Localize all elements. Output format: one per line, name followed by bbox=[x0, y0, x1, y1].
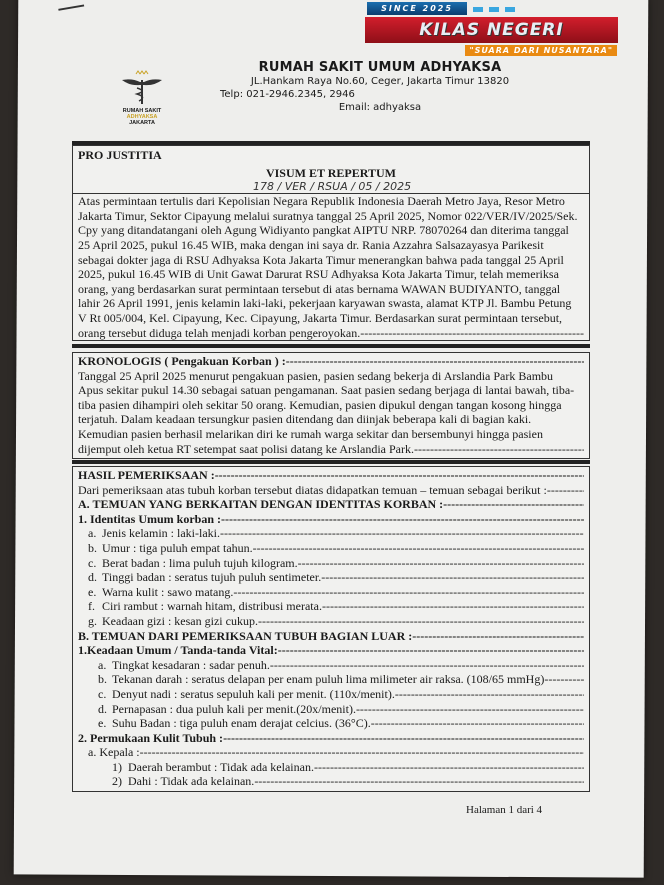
line-text: orang tersebut diduga telah menjadi korban pengeroyokan. bbox=[78, 325, 361, 340]
hasil-title: HASIL PEMERIKSAAN : bbox=[78, 468, 215, 482]
pen-mark bbox=[58, 4, 84, 10]
line-text: dijemput oleh ketua RT setempat saat polisi datang ke Arslandia Park. bbox=[78, 441, 414, 456]
item-value: Tinggi badan : seratus tujuh puluh sentimeter. bbox=[102, 570, 322, 585]
text-line bbox=[78, 427, 584, 442]
divider bbox=[72, 344, 590, 348]
text-line bbox=[78, 398, 584, 413]
item-label: g. bbox=[88, 613, 97, 628]
item-label: c. bbox=[98, 686, 107, 701]
line-text: Jakarta Timur, Sektor Cipayung melalui suratnya tanggal 25 April 2025, Nomor 022/VER/IV/2025/Sek. bbox=[78, 208, 578, 223]
line-text: orang, yang berdasarkan surat permintaan tersebut di atas bernama WAWAN BUDIYANTO, tanggal bbox=[78, 281, 561, 296]
item-value: Daerah berambut : Tidak ada kelainan. bbox=[128, 759, 314, 774]
watermark-since: SINCE 2025 bbox=[367, 2, 467, 15]
vital-heading: 1.Keadaan Umum / Tanda-tanda Vital: bbox=[78, 643, 278, 658]
list-item bbox=[78, 614, 584, 629]
divider bbox=[72, 460, 590, 464]
item-value: Berat badan : lima puluh tujuh kilogram. bbox=[102, 555, 298, 570]
item-label: a. bbox=[98, 657, 107, 672]
line-text: 2025, pukul 16.45 WIB di Unit Gawat Darurat RSU Adhyaksa Kota Jakarta Timur, telah memeriksa bbox=[78, 267, 559, 282]
watermark-brand: KILAS NEGERI bbox=[365, 17, 618, 43]
list-item bbox=[78, 672, 584, 687]
line-text: 25 April 2025, pukul 16.45 WIB, maka dengan ini saya dr. Rania Azzahra Salsazayasya Parikesit bbox=[78, 237, 544, 252]
caduceus-emblem-icon bbox=[120, 70, 164, 106]
line-text: tiba pasien dihampiri oleh sekitar 50 orang. Kemudian, pasien dipukul dengan tangan kosong hingga bbox=[78, 397, 562, 412]
kepala-heading: a. Kepala : bbox=[88, 745, 140, 760]
list-item bbox=[78, 556, 584, 571]
document-title: VISUM ET REPERTUM bbox=[265, 165, 397, 180]
text-line bbox=[78, 369, 584, 384]
hospital-name: RUMAH SAKIT UMUM ADHYAKSA bbox=[258, 60, 502, 75]
item-label: f. bbox=[88, 599, 95, 614]
logo-text: JAKARTA bbox=[129, 120, 155, 126]
hasil-section bbox=[72, 466, 590, 792]
item-value: Tekanan darah : seratus delapan per enam puluh lima milimeter air raksa. (108/65 mmHg) bbox=[112, 672, 545, 687]
list-item bbox=[78, 687, 584, 702]
logo-text: ADHYAKSA bbox=[126, 114, 158, 120]
hospital-email: Email: adhyaksa bbox=[338, 102, 422, 113]
kronologis-section bbox=[72, 352, 590, 459]
hospital-logo bbox=[112, 70, 172, 126]
item-label: c. bbox=[88, 555, 97, 570]
text-line bbox=[78, 253, 584, 268]
page-number: Halaman 1 dari 4 bbox=[466, 804, 543, 816]
list-item bbox=[78, 760, 584, 775]
line-text: terjatuh. Dalam keadaan tersungkur pasien ditendang dan diinjak beberapa kali di bagian kaki. bbox=[78, 412, 532, 427]
line-text: lahir 26 April 1991, jenis kelamin laki-laki, pekerjaan karyawan swasta, alamat KTP Jl. Bambu Petung bbox=[78, 296, 572, 311]
item-value: Ciri rambut : warnah hitam, distribusi merata. bbox=[102, 599, 322, 614]
line-text: V Rt 005/004, Kel. Cipayung, Kec. Cipayung, Jakarta Timur. Berdasarkan surat permintaan tersebut, bbox=[78, 310, 563, 325]
hospital-phone: Telp: 021-2946.2345, 2946 bbox=[220, 89, 355, 100]
line-text: Apus sekitar pukul 14.30 sebagai satuan pengamanan. Saat pasien sedang berjaga di lantai bawah, tiba- bbox=[78, 383, 575, 398]
text-line bbox=[78, 282, 584, 297]
item-label: 1) bbox=[112, 759, 122, 774]
identitas-heading: 1. Identitas Umum korban : bbox=[78, 511, 222, 526]
list-item bbox=[78, 716, 584, 731]
item-label: 2) bbox=[112, 774, 122, 789]
list-item bbox=[78, 702, 584, 717]
item-value: Suhu Badan : tiga puluh enam derajat celcius. (36°C). bbox=[112, 716, 371, 731]
line-text: Atas permintaan tertulis dari Kepolisian Negara Republik Indonesia Daerah Metro Jaya, Resor Metro bbox=[78, 194, 565, 209]
item-label: d. bbox=[88, 570, 97, 585]
text-line bbox=[78, 383, 584, 398]
intro-section bbox=[72, 145, 590, 341]
list-item bbox=[78, 658, 584, 673]
text-line bbox=[78, 223, 584, 238]
handwritten-number: 178 / VER / RSUA / 05 / 2025 bbox=[253, 180, 412, 194]
line-text: Cpy yang ditandatangani oleh Agung Widiyanto pangkat AIPTU NRP. 78070264 dan diterima tanggal bbox=[78, 223, 569, 238]
text-line bbox=[78, 311, 584, 326]
list-item bbox=[78, 541, 584, 556]
hasil-intro: Dari pemeriksaan atas tubuh korban tersebut diatas didapatkan temuan – temuan sebagai berikut : bbox=[78, 482, 547, 497]
line-text: sebagai dokter jaga di RSU Adhyaksa Kota Jakarta Timur menerangkan bahwa pada tanggal 25 April bbox=[78, 252, 564, 267]
text-line bbox=[78, 238, 584, 253]
watermark-tagline: "SUARA DARI NUSANTARA" bbox=[425, 44, 617, 58]
hospital-address: JL.Hankam Raya No.60, Ceger, Jakarta Timur 13820 bbox=[250, 76, 510, 87]
kilas-negeri-watermark bbox=[365, 2, 620, 58]
text-line bbox=[78, 296, 584, 311]
item-value: Keadaan gizi : kesan gizi cukup. bbox=[102, 613, 258, 628]
item-value: Umur : tiga puluh empat tahun. bbox=[102, 540, 253, 555]
text-line bbox=[78, 209, 584, 224]
text-line bbox=[78, 442, 584, 457]
list-item bbox=[78, 585, 584, 600]
item-label: e. bbox=[98, 716, 107, 731]
text-line bbox=[78, 412, 584, 427]
item-value: Denyut nadi : seratus sepuluh kali per menit. (110x/menit). bbox=[112, 686, 395, 701]
item-label: a. bbox=[88, 526, 97, 541]
logo-text: RUMAH SAKIT bbox=[122, 108, 162, 114]
line-text: Tanggal 25 April 2025 menurut pengakuan pasien, pasien sedang bekerja di Arslandia Park Bambu bbox=[78, 368, 554, 383]
kulit-heading: 2. Permukaan Kulit Tubuh : bbox=[78, 730, 224, 745]
pro-justitia-label: PRO JUSTITIA bbox=[78, 148, 162, 162]
item-label: e. bbox=[88, 584, 97, 599]
item-value: Tingkat kesadaran : sadar penuh. bbox=[112, 657, 270, 672]
item-label: b. bbox=[88, 540, 97, 555]
kronologis-title: KRONOLOGIS ( Pengakuan Korban ) : bbox=[78, 354, 286, 368]
list-item bbox=[78, 570, 584, 585]
item-value: Warna kulit : sawo matang. bbox=[102, 584, 234, 599]
item-value: Pernapasan : dua puluh kali per menit.(20x/menit). bbox=[112, 701, 356, 716]
text-line bbox=[78, 267, 584, 282]
section-a-heading: A. TEMUAN YANG BERKAITAN DENGAN IDENTITAS KORBAN : bbox=[78, 497, 444, 512]
letterhead bbox=[220, 60, 540, 114]
line-text: Kemudian pasien berhasil melarikan diri ke rumah warga sekitar dan bersembunyi hingga pasien bbox=[78, 426, 543, 441]
list-item bbox=[78, 526, 584, 541]
section-b-heading: B. TEMUAN DARI PEMERIKSAAN TUBUH BAGIAN LUAR : bbox=[78, 628, 413, 643]
text-line bbox=[78, 194, 584, 209]
item-value: Jenis kelamin : laki-laki. bbox=[102, 526, 220, 541]
list-item bbox=[78, 774, 584, 789]
item-label: b. bbox=[98, 672, 107, 687]
item-label: d. bbox=[98, 701, 107, 716]
list-item bbox=[78, 599, 584, 614]
item-value: Dahi : Tidak ada kelainan. bbox=[128, 774, 255, 789]
text-line bbox=[78, 326, 584, 341]
